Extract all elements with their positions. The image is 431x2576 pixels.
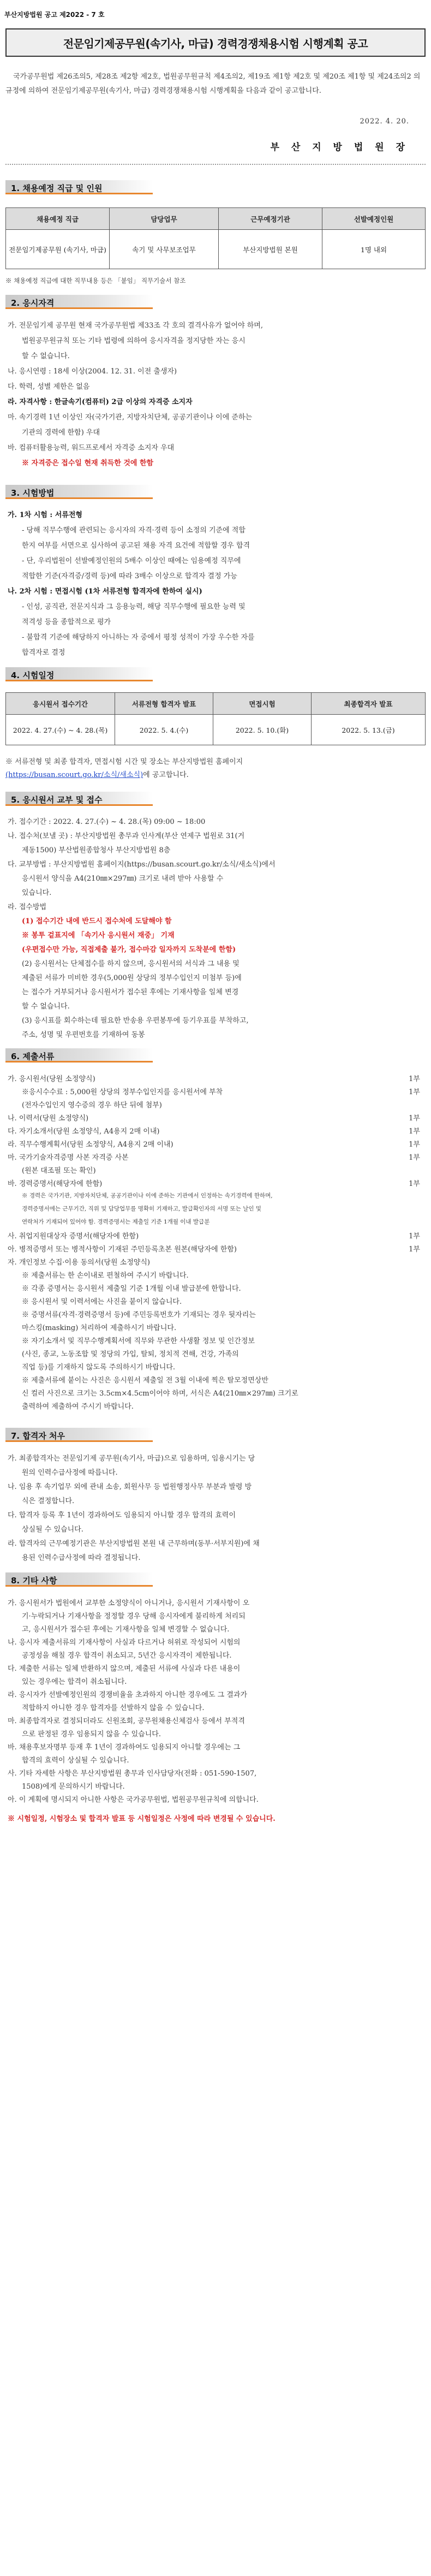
section-heading-3: 3. 시험방법 [5, 485, 164, 500]
section-heading-1: 1. 채용예정 직급 및 인원 [5, 180, 164, 195]
body-line: 경력증명서에는 근무기간, 직위 및 담당업무를 명확히 기재하고, 발급확인자의 서명 또는 날인 및 [22, 1206, 261, 1212]
table-header: 면접시험 [213, 693, 312, 715]
body-line: 마. 최종합격자로 결정되더라도 신원조회, 공무원채용신체검사 등에서 부적격 [8, 1717, 245, 1725]
table-header: 선발예정인원 [322, 208, 426, 230]
body-line: ※응시수수료 : 5,000원 상당의 정부수입인지를 응시원서에 부착 [22, 1088, 223, 1096]
body-line: 다. 합격자 등록 후 1년이 경과하여도 임용되지 아니할 경우 합격의 효력이 [8, 1511, 236, 1520]
body-line: ※ 각종 증명서는 응시원서 제출일 기준 1개월 이내 발급분에 한합니다. [22, 1285, 241, 1293]
body-line: 출력하여 제출하여 주시기 바랍니다. [22, 1403, 134, 1411]
body-line: 1508)에게 문의하시기 바랍니다. [22, 1783, 125, 1791]
body-line: 직업 등)를 기재하지 않도록 주의하시기 바랍니다. [22, 1363, 176, 1372]
body-line: 연락처가 기재되어 있어야 함. 경력증명서는 제출일 기준 1개월 이내 발급분 [22, 1219, 210, 1225]
homepage-link[interactable]: (https://busan.scourt.go.kr/소식/새소식) [5, 771, 143, 779]
body-line: 주소, 성명 및 우편번호를 기재하여 동봉 [22, 1031, 145, 1039]
body-line: 는 접수가 거부되거나 응시원서가 접수된 후에는 기재사항을 일체 변경 [22, 988, 239, 996]
table-header: 응시원서 접수기간 [6, 693, 115, 715]
body-line: ※ 응시원서 및 이력서에는 사진을 붙이지 않습니다. [22, 1298, 182, 1306]
body-line: 다. 학력, 성별 제한은 없음 [8, 383, 90, 391]
body-line: 공정성을 해칠 경우 합격이 취소되고, 5년간 응시자격이 제한됩니다. [22, 1652, 232, 1660]
body-line: 사. 취업지원대상자 증명서(해당자에 한함) [8, 1232, 139, 1240]
body-line: 원의 인력수급사정에 따릅니다. [22, 1469, 118, 1477]
body-line: 응시원서 양식을 A4(210㎜×297㎜) 크기로 내려 받아 사용할 수 [22, 875, 224, 883]
body-line: (전자수입인지 영수증의 경우 하단 뒤에 첨부) [22, 1101, 162, 1109]
copy-count: 1부 [409, 1154, 420, 1162]
body-line: (우편접수만 가능, 직접제출 불가, 접수마감 일자까지 도착분에 한함) [22, 946, 236, 954]
court-signature: 부 산 지 방 법 원 장 [270, 142, 409, 153]
body-line: 상실될 수 있습니다. [22, 1526, 83, 1534]
body-line: 있는 경우에는 합격이 취소됩니다. [22, 1678, 127, 1686]
copy-count: 1부 [409, 1075, 420, 1083]
schedule-table [5, 692, 426, 745]
body-line: ※ 자격증은 접수일 현재 취득한 것에 한함 [22, 459, 154, 467]
body-line: 아. 이 계획에 명시되지 아니한 사항은 국가공무원법, 법원공무원규칙에 의합니다. [8, 1796, 259, 1804]
body-line: 적합하지 아니한 경우 합격자를 선발하지 않을 수 있습니다. [22, 1704, 205, 1712]
body-line: 가. 응시원서가 법원에서 교부한 소정양식이 아니거나, 응시원서 기재사항이 오 [8, 1599, 250, 1607]
body-line: 으로 판정된 경우 임용되지 않을 수 있습니다. [22, 1730, 161, 1738]
section-heading-8: 8. 기타 사항 [5, 1572, 164, 1588]
body-line: 고, 응시원서가 접수된 후에는 기재사항을 일체 변경할 수 없습니다. [22, 1625, 230, 1634]
page-title: 전문임기제공무원(속기사, 마급) 경력경쟁채용시험 시행계획 공고 [63, 37, 368, 50]
body-line: - 불합격 기준에 해당하지 아니하는 자 중에서 평정 성적이 가장 우수한 자를 [22, 633, 255, 642]
body-line: - 당해 직무수행에 관련되는 응시자의 자격·경력 등이 소정의 기준에 적합 [22, 526, 246, 535]
body-line: 라. 접수방법 [8, 903, 47, 911]
section-heading-7: 7. 합격자 처우 [5, 1428, 164, 1443]
body-line: 나. 이력서(당원 소정양식) [8, 1114, 89, 1123]
body-line: 마스킹(masking) 처리하여 제출하시기 바랍니다. [22, 1324, 177, 1332]
body-line: (사진, 종교, 노동조합 및 정당의 가입, 탈퇴, 정치적 견해, 건강, 가족의 [22, 1350, 239, 1358]
table-cell: 2022. 5. 10.(화) [213, 715, 312, 745]
body-line: 가. 전문임기제 공무원 현재 국가공무원법 제33조 각 호의 결격사유가 없어야 하며, [8, 322, 263, 330]
body-line: ※ 증명서류(자격·경력증명서 등)에 주민등록번호가 기재되는 경우 뒷자리는 [22, 1311, 256, 1319]
divider [5, 164, 426, 165]
copy-count: 1부 [409, 1232, 420, 1240]
section-heading-6: 6. 제출서류 [5, 1048, 164, 1064]
copy-count: 1부 [409, 1114, 420, 1123]
body-line: 가. 접수기간 : 2022. 4. 27.(수) ~ 4. 28.(목) 09:00 ~ 18:00 [8, 818, 206, 826]
body-line: 사. 기타 자세한 사항은 부산지방법원 총무과 인사담당자(전화 : 051-590-1507, [8, 1770, 257, 1778]
table-note: ※ 채용예정 직급에 대한 직무내용 등은 「붙임」 직무기술서 참조 [5, 277, 186, 284]
table-header: 채용예정 직급 [6, 208, 110, 230]
body-line: 가. 최종합격자는 전문임기제 공무원(속기사, 마급)으로 임용하며, 임용시기는 당 [8, 1455, 255, 1463]
schedule-note-link-line [5, 769, 189, 779]
body-line: ※ 봉투 겉표지에 「속기사 응시원서 재중」 기재 [22, 931, 175, 940]
body-line: (3) 응시표를 회수하는데 필요한 반송용 우편봉투에 등기우표를 부착하고, [22, 1017, 249, 1025]
body-line: 가. 응시원서(당원 소정양식) [8, 1075, 95, 1083]
table-header: 담당업무 [110, 208, 219, 230]
body-line: 가. 1차 시험 : 서류전형 [8, 511, 82, 519]
body-line: 다. 제출한 서류는 일체 반환하지 않으며, 제출된 서류에 사실과 다른 내용이 [8, 1665, 241, 1673]
notice-date: 2022. 4. 20. [360, 117, 409, 126]
copy-count: 1부 [409, 1245, 420, 1254]
body-line: 바. 채용후보자명부 등재 후 1년이 경과하여도 임용되지 아니할 경우에는 그 [8, 1743, 241, 1752]
body-line: 신 컬러 사진으로 크기는 3.5cm×4.5cm이어야 하며, 서식은 A4(210㎜×297㎜) 크기로 [22, 1390, 298, 1398]
body-line: ※ 경력은 국가기관, 지방자치단체, 공공기관이나 이에 준하는 기관에서 인정하는 속기경력에 한하며, [22, 1192, 273, 1199]
body-line: 나. 접수처(보낼 곳) : 부산지방법원 총무과 인사계(부산 연제구 법원로 31(거 [8, 832, 245, 840]
body-line: 라. 자격사항 : 한글속기(컴퓨터) 2급 이상의 자격증 소지자 [8, 398, 193, 406]
body-line: 적합한 기준(자격증/경력 등)에 따라 3배수 이상으로 합격자 결정 가능 [22, 572, 237, 580]
body-line: 라. 합격자의 근무예정기관은 부산지방법원 본원 내 근무하며(동부·서부지원)에 채 [8, 1540, 260, 1548]
body-line: 기·누락되거나 기재사항을 정정할 경우 당해 응시자에게 불리하게 처리되 [22, 1612, 246, 1621]
body-line: 라. 응시자가 선발예정인원의 경쟁비율을 초과하지 아니한 경우에도 그 결과가 [8, 1691, 248, 1699]
table-cell: 속기 및 사무보조업무 [110, 230, 219, 269]
copy-count: 1부 [409, 1180, 420, 1188]
body-line: 합격자로 결정 [22, 649, 65, 657]
title-box [5, 28, 426, 57]
table-cell: 2022. 5. 4.(수) [115, 715, 213, 745]
schedule-note-tail: 에 공고합니다. [143, 771, 189, 779]
body-line: 바. 컴퓨터활용능력, 워드프로세서 자격증 소지자 우대 [8, 444, 175, 452]
body-line: 마. 국가기술자격증명 사본 자격증 사본 [8, 1154, 129, 1162]
notice-number: 부산지방법원 공고 제2022 - 7 호 [4, 11, 105, 19]
body-line: 나. 임용 후 속기업무 외에 관내 소송, 회원사무 등 법원행정사무 부분과 발령 방 [8, 1483, 252, 1491]
schedule-note: ※ 서류전형 및 최종 합격자, 면접시험 시간 및 장소는 부산지방법원 홈페이지 [5, 758, 243, 766]
body-line: 나. 응시자 제출서류의 기재사항이 사실과 다르거나 허위로 작성되어 시험의 [8, 1639, 241, 1647]
body-line: 할 수 없습니다. [22, 1002, 70, 1011]
copy-count: 1부 [409, 1141, 420, 1149]
table-cell: 전문임기제공무원 (속기사, 마급) [6, 230, 110, 269]
table-cell: 1명 내외 [322, 230, 426, 269]
table-header: 서류전형 합격자 발표 [115, 693, 213, 715]
body-line: ※ 제출서류는 한 손이내로 편철하여 주시기 바랍니다. [22, 1272, 189, 1280]
body-line: 라. 직무수행계획서(당원 소정양식, A4용지 2매 이내) [8, 1141, 173, 1149]
intro-paragraph: 국가공무원법 제26조의5, 제28조 제2항 제2호, 법원공무원규칙 제4조의2, 제19조 제1항 제2호 및 제20조 제1항 및 제24조의2 의 규정에 의하여 전문임기제공무원(속기사, 마급) 경력경쟁채용시험 시행계획을 다음과 같이 공고합니다. [5, 73, 421, 95]
body-line: 바. 경력증명서(해당자에 한함) [8, 1180, 103, 1188]
body-line: 아. 병적증명서 또는 병적사항이 기재된 주민등록초본 원본(해당자에 한함) [8, 1245, 237, 1254]
final-note: ※ 시험일정, 시험장소 및 합격자 발표 등 시험일정은 사정에 따라 변경될 수 있습니다. [8, 1815, 276, 1823]
body-line: 다. 자기소개서(당원 소정양식, A4용지 2매 이내) [8, 1127, 160, 1136]
body-line: 용된 인력수급사정에 따라 결정됩니다. [22, 1554, 141, 1562]
table-header: 근무예정기관 [219, 208, 322, 230]
body-line: 있습니다. [22, 889, 52, 897]
body-line: - 단, 우리법원이 선발예정인원의 5배수 이상인 때에는 임용예정 직무에 [22, 557, 241, 565]
body-line: ※ 제출서류에 붙이는 사진은 응시원서 제출일 전 3월 이내에 찍은 탈모정면상반 [22, 1376, 268, 1385]
body-line: - 인성, 공직관, 전문지식과 그 응용능력, 해당 직무수행에 필요한 능력 및 [22, 603, 246, 611]
body-line: 나. 응시연령 : 18세 이상(2004. 12. 31. 이전 출생자) [8, 367, 177, 376]
body-line: 마. 속기경력 1년 이상인 자(국가기관, 지방자치단체, 공공기관이나 이에 준하는 [8, 413, 253, 422]
body-line: 다. 교부방법 : 부산지방법원 홈페이지(https://busan.scourt.go.kr/소식/새소식)에서 [8, 860, 276, 869]
body-line: (1) 접수기간 내에 반드시 접수처에 도달해야 함 [22, 917, 172, 925]
copy-count: 1부 [409, 1127, 420, 1136]
body-line: 식은 결정합니다. [22, 1497, 75, 1505]
body-line: ※ 자기소개서 및 직무수행계획서에 직무와 무관한 사생활 정보 및 인간정보 [22, 1337, 255, 1345]
body-line: 기관의 경력에 한함) 우대 [22, 429, 100, 437]
body-line: (원본 대조필 또는 확인) [22, 1167, 96, 1175]
body-line: 나. 2차 시험 : 면접시험 (1차 서류전형 합격자에 한하여 실시) [8, 587, 202, 596]
body-line: 할 수 없습니다. [22, 352, 70, 360]
body-line: 합격의 효력이 상실될 수 있습니다. [22, 1756, 129, 1765]
body-line: 한지 여부를 서면으로 심사하여 공고된 채용 자격 요건에 적합할 경우 합격 [22, 542, 250, 550]
body-line: 제동1500) 부산법원종합청사 부산지방법원 8층 [22, 846, 171, 854]
copy-count: 1부 [409, 1088, 420, 1096]
section-heading-4: 4. 시험일정 [5, 667, 164, 682]
table-cell: 2022. 5. 13.(금) [312, 715, 426, 745]
section-heading-5: 5. 응시원서 교부 및 접수 [5, 792, 164, 807]
body-line: 제출된 서류가 미비한 경우(5,000원 상당의 정부수입인지 미첨부 등)에 [22, 974, 242, 982]
table-cell: 2022. 4. 27.(수) ~ 4. 28.(목) [6, 715, 115, 745]
table-header: 최종합격자 발표 [312, 693, 426, 715]
recruitment-table [5, 207, 426, 269]
body-line: 적격성 등을 종합적으로 평가 [22, 618, 111, 626]
body-line: 법원공무원규칙 또는 기타 법령에 의하여 응시자격을 정지당한 자는 응시 [22, 337, 246, 345]
table-cell: 부산지방법원 본원 [219, 230, 322, 269]
body-line: (2) 응시원서는 단체접수를 하지 않으며, 응시원서의 서식과 그 내용 및 [22, 960, 240, 968]
body-line: 자. 개인정보 수집·이용 동의서(당원 소정양식) [8, 1259, 150, 1267]
section-heading-2: 2. 응시자격 [5, 295, 164, 310]
